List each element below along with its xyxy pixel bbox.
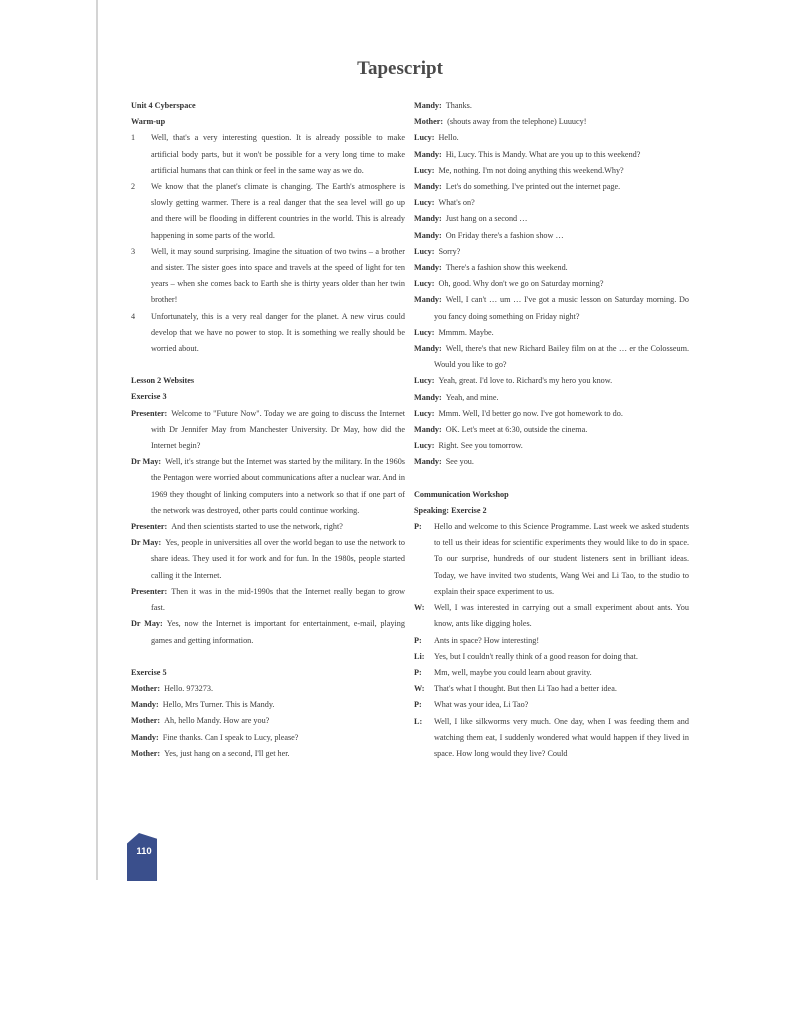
speaker-name: W: bbox=[414, 684, 425, 694]
line-text: Well, I like silkworms very much. One day, when I was feeding them and watching them eat, I suddenly wondered what would happen if they lived in space. How long would they live? Could bbox=[434, 716, 689, 758]
right-column bbox=[414, 98, 689, 762]
line-text: Let's do something. I've printed out the internet page. bbox=[445, 182, 621, 192]
speaker-name: P: bbox=[414, 700, 422, 710]
dialogue-line bbox=[414, 697, 689, 713]
speaking-dialogue bbox=[414, 519, 689, 762]
page-title: Tapescript bbox=[357, 58, 443, 79]
dialogue-line bbox=[414, 195, 689, 211]
warmup-list bbox=[131, 130, 405, 357]
page-number-badge bbox=[127, 833, 157, 881]
speaker-name: Mother: bbox=[131, 748, 161, 758]
line-text: Sorry? bbox=[438, 246, 461, 256]
speaker-name: Lucy: bbox=[414, 165, 435, 175]
dialogue-line bbox=[414, 714, 689, 763]
exercise5-title: Exercise 5 bbox=[131, 667, 167, 677]
speaker-name: Presenter: bbox=[131, 586, 168, 596]
speaker-name: Mandy: bbox=[414, 295, 442, 305]
workshop-title: Communication Workshop bbox=[414, 489, 509, 499]
line-text: Mmmm. Maybe. bbox=[438, 327, 494, 337]
phone-dialogue bbox=[414, 98, 689, 471]
line-text: Oh, good. Why don't we go on Saturday morning? bbox=[438, 279, 604, 289]
dialogue-line bbox=[414, 325, 689, 341]
speaker-name: Lucy: bbox=[414, 441, 435, 451]
warmup-item bbox=[131, 130, 405, 179]
dialogue-line bbox=[131, 519, 405, 535]
line-text: Well, it's strange but the Internet was started by the military. In the 1960s the Pentagon were worried about communications after a nuclear war. And in 1969 they thought of linking computers into a network so that if one part of the network was destroyed, other parts could continue working. bbox=[151, 457, 405, 515]
item-text: Well, that's a very interesting question. It is already possible to make artificial body parts, but it won't be possible for a very long time to make artificial humans that can think or feel in the same way as we do. bbox=[151, 133, 405, 175]
dialogue-line bbox=[414, 114, 689, 130]
line-text: Ants in space? How interesting! bbox=[434, 635, 540, 645]
dialogue-line bbox=[131, 713, 405, 729]
speaker-name: Mandy: bbox=[131, 732, 159, 742]
speaker-name: L: bbox=[414, 716, 423, 726]
speaker-name: Mandy: bbox=[131, 700, 159, 710]
dialogue-line bbox=[414, 228, 689, 244]
line-text: Well, I can't … um … I've got a music lesson on Saturday morning. Do you fancy doing something on Friday night? bbox=[434, 295, 689, 321]
line-text: (shouts away from the telephone) Luuucy! bbox=[447, 117, 587, 127]
line-text: OK. Let's meet at 6:30, outside the cinema. bbox=[445, 425, 588, 435]
dialogue-line bbox=[414, 373, 689, 389]
line-text: Yes, people in universities all over the world began to use the network to share ideas. They used it for work and for fun. In the 1980s, people started calling it the Internet. bbox=[151, 538, 405, 580]
exercise5-dialogue bbox=[131, 681, 405, 762]
dialogue-line bbox=[414, 260, 689, 276]
line-text: Me, nothing. I'm not doing anything this weekend.Why? bbox=[438, 165, 624, 175]
speaker-name: Mandy: bbox=[414, 425, 442, 435]
dialogue-line bbox=[414, 681, 689, 697]
speaker-name: P: bbox=[414, 635, 422, 645]
speaker-name: Presenter: bbox=[131, 408, 168, 418]
line-text: Yes, just hang on a second, I'll get her. bbox=[164, 748, 290, 758]
item-text: We know that the planet's climate is changing. The Earth's atmosphere is slowly getting warmer. There is a real danger that the sea level will go up and there will be flooding in different countries in the world. This is already happening in some parts of the world. bbox=[151, 182, 405, 240]
speaker-name: Mandy: bbox=[414, 230, 442, 240]
line-text: Hello. 973273. bbox=[164, 683, 214, 693]
speaker-name: Mandy: bbox=[414, 182, 442, 192]
dialogue-line bbox=[131, 730, 405, 746]
speaker-name: Mother: bbox=[131, 716, 161, 726]
line-text: Yeah, and mine. bbox=[445, 392, 499, 402]
speaker-name: Mandy: bbox=[414, 149, 442, 159]
line-text: Mmm. Well, I'd better go now. I've got homework to do. bbox=[438, 408, 623, 418]
line-text: Well, there's that new Richard Bailey film on at the … er the Colosseum. Would you like to go? bbox=[434, 344, 689, 370]
line-text: Right. See you tomorrow. bbox=[438, 441, 523, 451]
dialogue-line bbox=[131, 697, 405, 713]
line-text: That's what I thought. But then Li Tao had a better idea. bbox=[434, 684, 617, 694]
dialogue-line bbox=[414, 649, 689, 665]
line-text: Then it was in the mid-1990s that the Internet really began to grow fast. bbox=[151, 586, 405, 613]
line-text: What was your idea, Li Tao? bbox=[434, 700, 529, 710]
speaker-name: Lucy: bbox=[414, 246, 435, 256]
dialogue-line bbox=[414, 211, 689, 227]
speaker-name: Dr May: bbox=[131, 457, 162, 467]
line-text: Thanks. bbox=[445, 101, 472, 110]
dialogue-line bbox=[414, 406, 689, 422]
warmup-title: Warm-up bbox=[131, 117, 166, 127]
warmup-item bbox=[131, 309, 405, 358]
speaker-name: Mandy: bbox=[414, 392, 442, 402]
speaker-name: Dr May: bbox=[131, 619, 163, 629]
speaker-name: Lucy: bbox=[414, 327, 435, 337]
warmup-item bbox=[131, 179, 405, 244]
speaker-name: Mandy: bbox=[414, 101, 442, 110]
dialogue-line bbox=[131, 535, 405, 584]
speaking-title: Speaking: Exercise 2 bbox=[414, 505, 487, 515]
line-text: Well, I was interested in carrying out a small experiment about ants. You know, ants like digging holes. bbox=[434, 603, 689, 629]
speaker-name: Li: bbox=[414, 651, 425, 661]
line-text: Hello and welcome to this Science Programme. Last week we asked students to tell us their ideas for scientific experiments they would like to do in space. To our surprise, hundreds of our student listeners sent in brilliant ideas. Today, we have invited two students, Wang Wei and Li Tao, to the studio to explain their space experiment to us. bbox=[434, 522, 689, 596]
unit-title: Unit 4 Cyberspace bbox=[131, 101, 196, 110]
dialogue-line bbox=[414, 454, 689, 470]
speaker-name: Dr May: bbox=[131, 538, 162, 548]
dialogue-line bbox=[414, 276, 689, 292]
speaker-name: Mandy: bbox=[414, 263, 442, 273]
item-number: 4 bbox=[131, 311, 136, 321]
item-number: 2 bbox=[131, 182, 136, 192]
item-text: Unfortunately, this is a very real danger for the planet. A new virus could develop that we have no power to stop. It is something we really should be worried about. bbox=[151, 311, 405, 354]
dialogue-line bbox=[131, 616, 405, 648]
dialogue-line bbox=[414, 633, 689, 649]
dialogue-line bbox=[414, 147, 689, 163]
dialogue-line bbox=[414, 130, 689, 146]
line-text: Hi, Lucy. This is Mandy. What are you up to this weekend? bbox=[445, 149, 641, 159]
line-text: Just hang on a second … bbox=[445, 214, 528, 224]
line-text: Hello, Mrs Turner. This is Mandy. bbox=[162, 700, 275, 710]
line-text: On Friday there's a fashion show … bbox=[445, 230, 564, 240]
dialogue-line bbox=[414, 292, 689, 324]
item-number: 1 bbox=[131, 133, 136, 143]
warmup-item bbox=[131, 244, 405, 309]
speaker-name: Lucy: bbox=[414, 198, 435, 208]
dialogue-line bbox=[414, 244, 689, 260]
dialogue-line bbox=[414, 438, 689, 454]
line-text: Ah, hello Mandy. How are you? bbox=[164, 716, 270, 726]
line-text: Welcome to "Future Now". Today we are going to discuss the Internet with Dr Jennifer May from Manchester University. Dr May, how did the Internet begin? bbox=[151, 408, 405, 451]
exercise3-title: Exercise 3 bbox=[131, 392, 167, 402]
line-text: Yes, now the Internet is important for entertainment, e-mail, playing games and getting information. bbox=[151, 619, 405, 645]
speaker-name: Lucy: bbox=[414, 408, 435, 418]
speaker-name: Lucy: bbox=[414, 133, 435, 143]
dialogue-line bbox=[414, 163, 689, 179]
dialogue-line bbox=[414, 519, 689, 600]
page-number: 110 bbox=[136, 846, 152, 857]
line-text: See you. bbox=[445, 457, 474, 467]
item-number: 3 bbox=[131, 246, 136, 256]
speaker-name: Mother: bbox=[131, 683, 161, 693]
dialogue-line bbox=[414, 390, 689, 406]
dialogue-line bbox=[414, 665, 689, 681]
line-text: Fine thanks. Can I speak to Lucy, please? bbox=[162, 732, 299, 742]
line-text: Yes, but I couldn't really think of a good reason for doing that. bbox=[434, 651, 638, 661]
line-text: Yeah, great. I'd love to. Richard's my hero you know. bbox=[438, 376, 613, 386]
dialogue-line bbox=[131, 584, 405, 616]
line-text: Hello. bbox=[438, 133, 459, 143]
speaker-name: Mandy: bbox=[414, 457, 442, 467]
left-column bbox=[131, 98, 405, 762]
speaker-name: W: bbox=[414, 603, 425, 613]
exercise3-dialogue bbox=[131, 406, 405, 649]
line-text: And then scientists started to use the network, right? bbox=[171, 522, 343, 532]
binding-line bbox=[96, 0, 98, 880]
dialogue-line bbox=[414, 422, 689, 438]
dialogue-line bbox=[414, 341, 689, 373]
dialogue-line bbox=[414, 600, 689, 632]
dialogue-line bbox=[131, 681, 405, 697]
speaker-name: Lucy: bbox=[414, 279, 435, 289]
speaker-name: P: bbox=[414, 667, 422, 677]
lesson-title: Lesson 2 Websites bbox=[131, 376, 195, 386]
speaker-name: P: bbox=[414, 522, 422, 532]
dialogue-line bbox=[131, 406, 405, 455]
dialogue-line bbox=[414, 98, 689, 114]
dialogue-line bbox=[414, 179, 689, 195]
line-text: There's a fashion show this weekend. bbox=[445, 263, 568, 273]
line-text: Mm, well, maybe you could learn about gravity. bbox=[434, 667, 592, 677]
item-text: Well, it may sound surprising. Imagine the situation of two twins – a brother and sister. The sister goes into space and travels at the speed of light for ten years – when she comes back to Earth she is thirty years older than her twin brother! bbox=[151, 246, 405, 305]
speaker-name: Mother: bbox=[414, 117, 444, 127]
dialogue-line bbox=[131, 454, 405, 519]
speaker-name: Presenter: bbox=[131, 522, 168, 532]
speaker-name: Lucy: bbox=[414, 376, 435, 386]
speaker-name: Mandy: bbox=[414, 214, 442, 224]
line-text: What's on? bbox=[438, 198, 475, 208]
dialogue-line bbox=[131, 746, 405, 762]
speaker-name: Mandy: bbox=[414, 344, 442, 354]
